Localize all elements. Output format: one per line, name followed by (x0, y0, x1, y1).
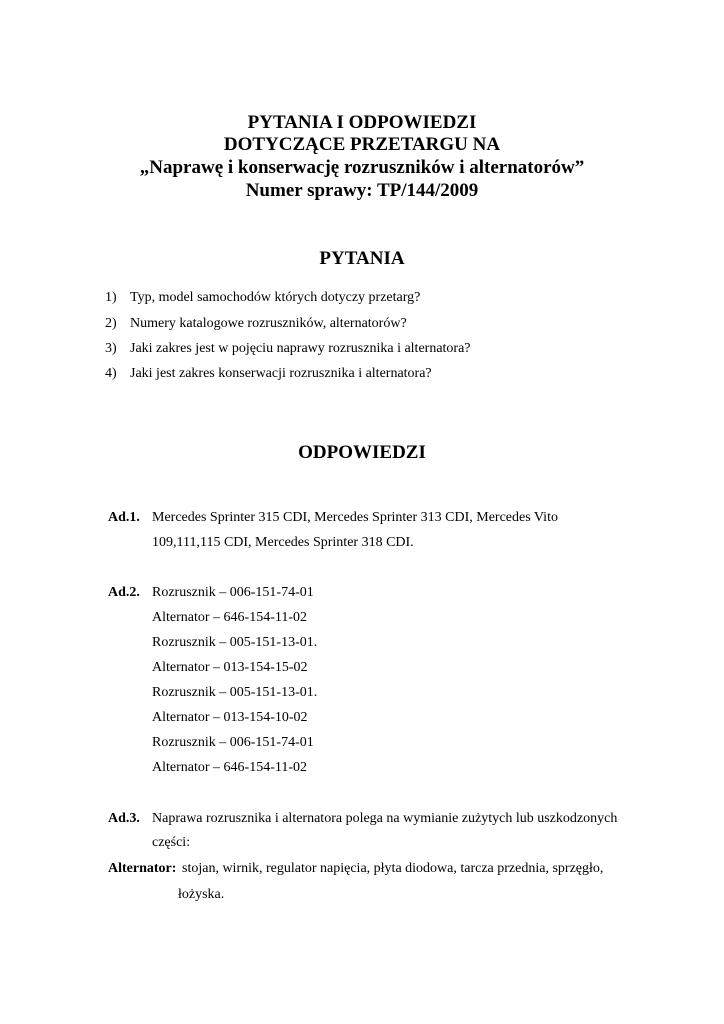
title-line-1: PYTANIA I ODPOWIEDZI (247, 112, 477, 133)
part-number-line: Rozrusznik – 005-151-13-01. (152, 635, 318, 650)
part-number-line: Alternator – 013-154-15-02 (152, 660, 308, 675)
alternator-label: Alternator: (108, 861, 177, 876)
ad3-line-2: części: (152, 835, 191, 850)
ad1-line-2: 109,111,115 CDI, Mercedes Sprinter 318 CDI. (152, 535, 414, 550)
question-number: 3) (105, 341, 117, 356)
questions-heading: PYTANIA (319, 248, 405, 269)
question-number: 2) (105, 316, 117, 331)
ad3-line-1: Naprawa rozrusznika i alternatora polega na wymianie zużytych lub uszkodzonych (152, 811, 618, 826)
part-number-line: Rozrusznik – 006-151-74-01 (152, 585, 314, 600)
ad1-line-1: Mercedes Sprinter 315 CDI, Mercedes Sprinter 313 CDI, Mercedes Vito (152, 510, 558, 525)
question-text: Jaki zakres jest w pojęciu naprawy rozrusznika i alternatora? (130, 341, 471, 356)
alternator-line-1: stojan, wirnik, regulator napięcia, płyta diodowa, tarcza przednia, sprzęgło, (182, 861, 604, 876)
title-line-3: „Naprawę i konserwację rozruszników i alternatorów” (139, 157, 585, 178)
part-number-line: Rozrusznik – 006-151-74-01 (152, 735, 314, 750)
ad3-label: Ad.3. (108, 811, 140, 826)
question-number: 1) (105, 290, 117, 305)
question-number: 4) (105, 366, 117, 381)
part-number-line: Alternator – 646-154-11-02 (152, 610, 307, 625)
alternator-line-2: łożyska. (178, 887, 225, 902)
title-line-4: Numer sprawy: TP/144/2009 (245, 180, 479, 201)
question-text: Numery katalogowe rozruszników, alternatorów? (130, 316, 407, 331)
ad1-label: Ad.1. (108, 510, 140, 525)
part-number-line: Rozrusznik – 005-151-13-01. (152, 685, 318, 700)
ad2-label: Ad.2. (108, 585, 140, 600)
part-number-line: Alternator – 013-154-10-02 (152, 710, 308, 725)
question-text: Jaki jest zakres konserwacji rozrusznika i alternatora? (130, 366, 432, 381)
title-line-2: DOTYCZĄCE PRZETARGU NA (223, 134, 501, 155)
answers-heading: ODPOWIEDZI (298, 442, 426, 463)
part-number-line: Alternator – 646-154-11-02 (152, 760, 307, 775)
question-text: Typ, model samochodów których dotyczy przetarg? (130, 290, 421, 305)
